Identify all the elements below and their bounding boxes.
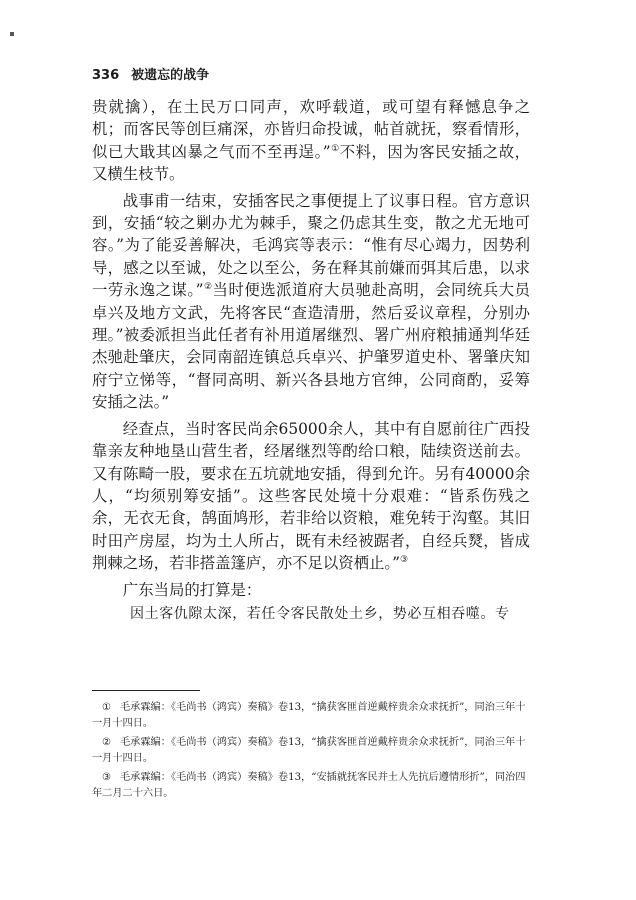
footnote-text: 毛承霖编：《毛尚书（鸿宾）奏稿》卷13，“安插就抚客民并土人先抗后遵情形折”，同治四年二月二十六日。 [92,772,526,799]
footnote-mark: ② [102,737,112,748]
footnote-text: 毛承霖编：《毛尚书（鸿宾）奏稿》卷13，“擒获客匪首逆戴梓贵余众求抚折”，同治三年十一月十四日。 [92,702,526,729]
footnote-3 [92,770,532,802]
paragraph-2: 战事甫一结束，安插客民之事便提上了议事日程。官方意识到，安插“较之剿办尤为棘手，聚之仍虑其生变，散之尤无地可容。”为了能妥善解决，毛鸿宾等表示：“惟有尽心竭力，因势利导，感之以至诚，处之以至公，务在释其前嫌而弭其后患，以求一劳永逸之谋。”②当时便选派道府大员驰赴高明，会同统兵大员卓兴及地方文武，先将客民“查造清册，然后妥议章程，分别办理。”被委派担当此任者有补用道屠继烈、署广州府粮捕通判华廷杰驰赴肇庆，会同南韶连镇总兵卓兴、护肇罗道史朴、署肇庆知府宁立悌等，“督同高明、新兴各县地方官绅，公同商酌，妥筹安插之法。” [92,191,530,412]
footnote-divider [92,690,200,691]
footnote-mark: ③ [102,772,112,783]
running-header [92,64,209,83]
paragraph-4: 广东当局的打算是： [122,580,262,599]
footnote-text: 毛承霖编：《毛尚书（鸿宾）奏稿》卷13，“擒获客匪首逆戴梓贵余众求抚折”，同治三年十一月十四日。 [92,737,526,764]
block-quote: 因土客仇隙太深，若任令客民散处土乡，势必互相吞噬。专 [130,605,510,622]
scan-mark [10,32,14,36]
paragraph-1: 贵就擒），在土民万口同声，欢呼载道，或可望有释憾息争之机；而客民等创巨痛深，亦皆归命投诚，帖首就抚，察看情形，似已大戢其凶暴之气而不至再逞。”①不料，因为客民安插之故，又横生枝节。 [92,98,530,184]
footnote-ref-1: ① [330,143,340,154]
footnote-ref-3: ③ [399,555,409,565]
body-text [92,96,530,625]
book-title: 被遗忘的战争 [131,68,210,83]
footnote-2 [92,735,532,767]
footnote-ref-2: ② [203,282,213,293]
page-number: 336 [92,68,120,83]
footnote-1 [92,700,532,732]
footnote-mark: ① [102,702,112,713]
paragraph-3: 经查点，当时客民尚余65000余人，其中有自愿前往广西投靠亲友种地垦山营生者，经屠继烈等酌给口粮，陆续资送前去。又有陈畸一股，要求在五坑就地安插，得到允许。另有40000余人，“均须别筹安插”。这些客民处境十分艰难：“皆系伤残之余，无衣无食，鹄面鸠形，若非给以资粮，难免转于沟壑。其旧时田产房屋，均为土人所占，既有未经被踞者，自经兵燹，皆成荆棘之场，若非搭盖篷庐，亦不足以资栖止。”③ [92,419,530,573]
footnotes [92,700,532,805]
